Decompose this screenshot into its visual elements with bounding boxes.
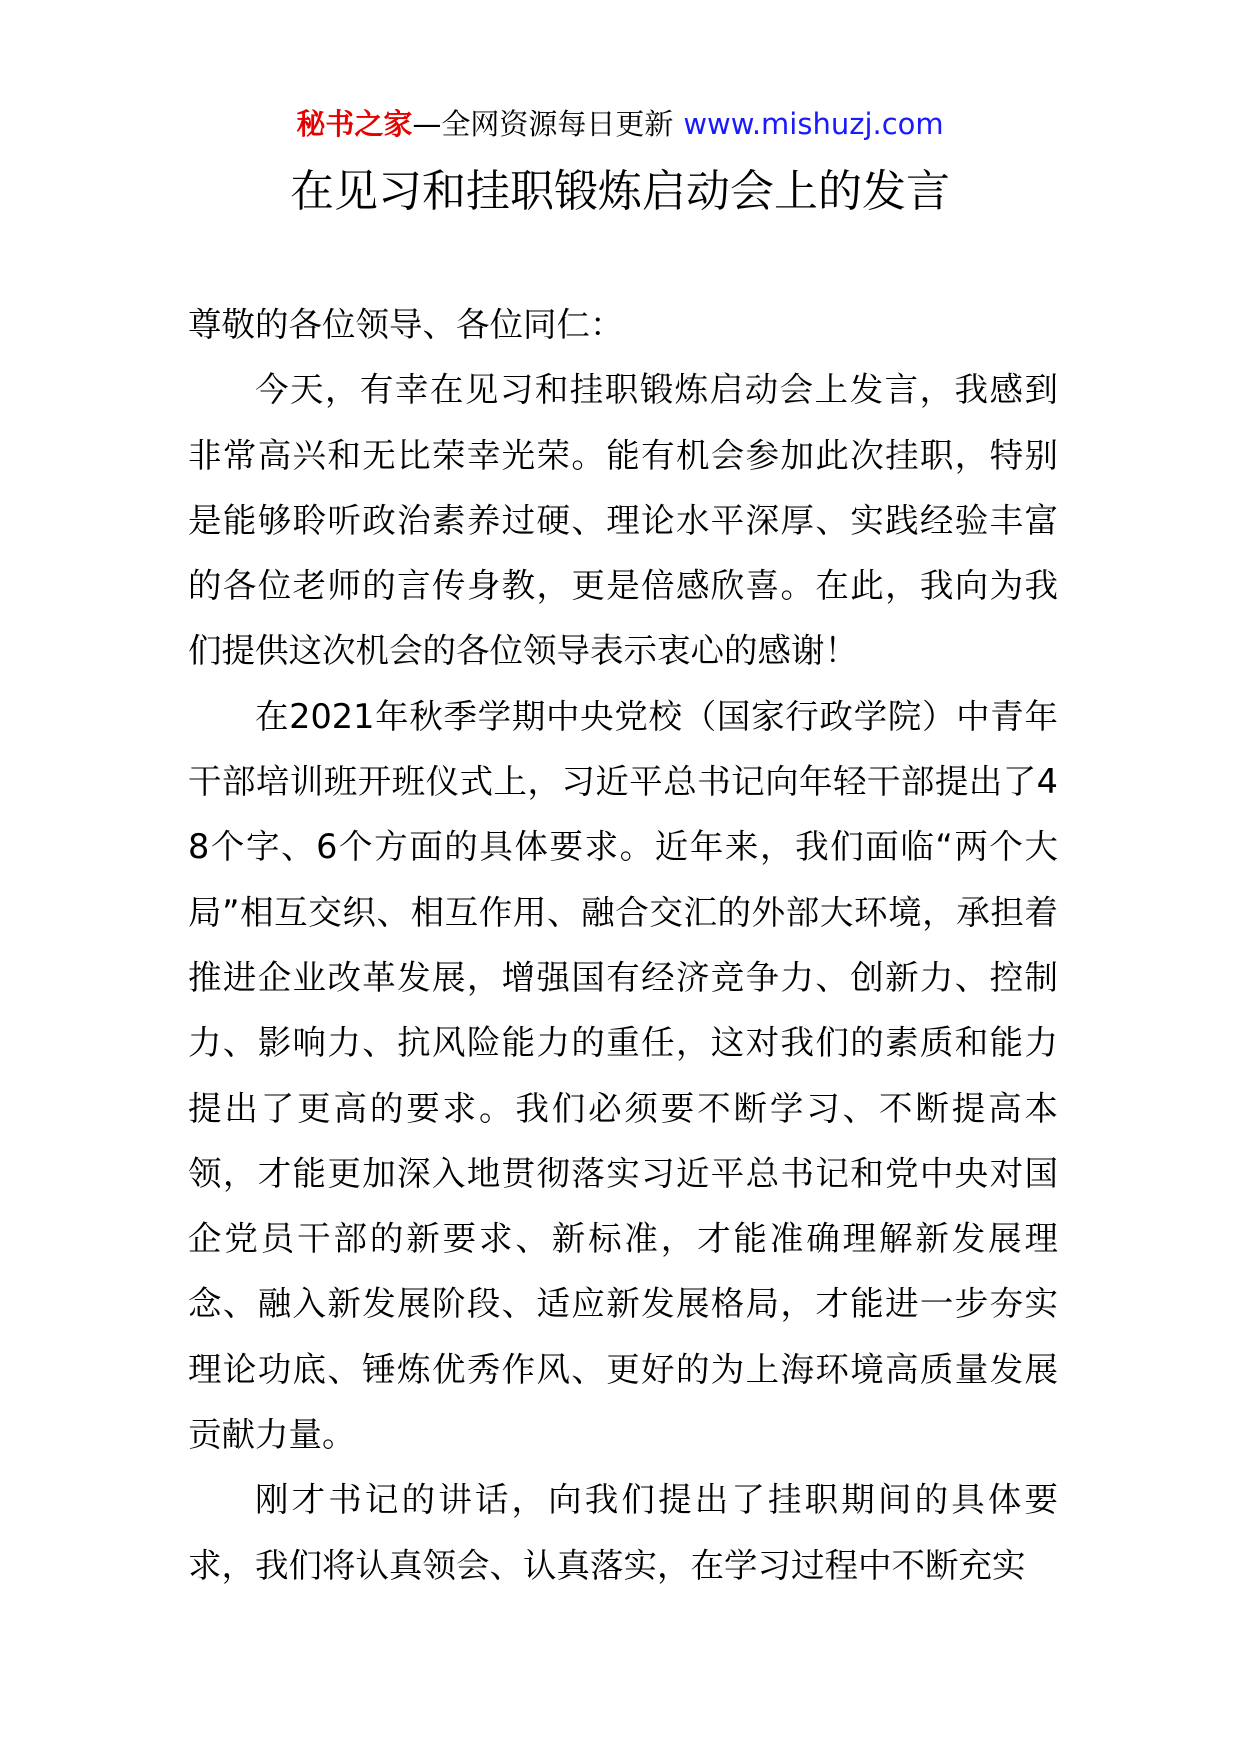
paragraph: 今天，有幸在见习和挂职锻炼启动会上发言，我感到非常高兴和无比荣幸光荣。能有机会参加此次挂职，特别是能够聆听政治素养过硬、理论水平深厚、实践经验丰富的各位老师的言传身教，更是倍感欣喜。在此，我向为我们提供这次机会的各位领导表示衷心的感谢！ [188,370,1058,671]
document-body [188,292,1058,1598]
header-tagline: —全网资源每日更新 [412,107,674,141]
site-header [0,102,1240,146]
paragraph: 刚才书记的讲话，向我们提出了挂职期间的具体要求，我们将认真领会、认真落实，在学习过程中不断充实 [188,1480,1058,1585]
brand-name: 秘书之家 [296,107,413,141]
site-url-link[interactable]: www.mishuzj.com [683,107,944,141]
paragraph: 在2021年秋季学期中央党校（国家行政学院）中青年干部培训班开班仪式上，习近平总书记向年轻干部提出了48个字、6个方面的具体要求。近年来，我们面临“两个大局”相互交织、相互作用、融合交汇的外部大环境，承担着推进企业改革发展，增强国有经济竞争力、创新力、控制力、影响力、抗风险能力的重任，这对我们的素质和能力提出了更高的要求。我们必须要不断学习、不断提高本领，才能更加深入地贯彻落实习近平总书记和党中央对国企党员干部的新要求、新标准，才能准确理解新发展理念、融入新发展阶段、适应新发展格局，才能进一步夯实理论功底、锤炼优秀作风、更好的为上海环境高质量发展贡献力量。 [188,696,1058,1455]
salutation: 尊敬的各位领导、各位同仁： [188,305,624,344]
document-title: 在见习和挂职锻炼启动会上的发言 [290,166,950,217]
